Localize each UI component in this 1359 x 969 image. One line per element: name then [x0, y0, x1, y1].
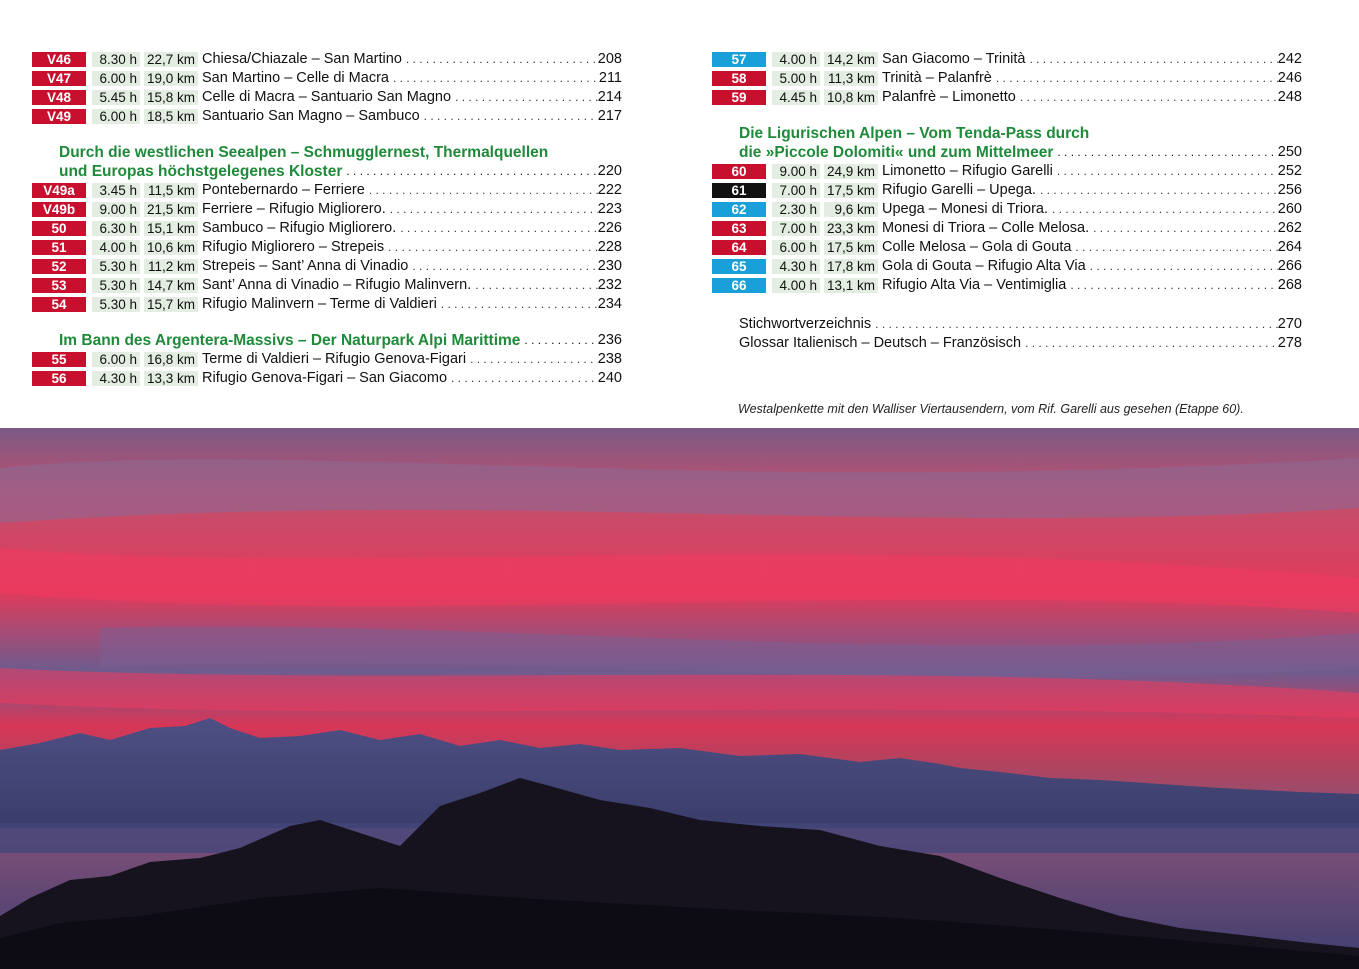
stage-duration: 6.00 h: [92, 352, 140, 367]
stage-title: Limonetto – Rifugio Garelli: [882, 163, 1053, 179]
stage-number-badge: 61: [712, 183, 766, 198]
toc-group-ligurische-alpen: [712, 162, 1302, 295]
stage-duration: 5.00 h: [772, 71, 820, 86]
page-number: 268: [1277, 277, 1302, 293]
page-number: 238: [597, 351, 622, 367]
stage-duration: 2.30 h: [772, 202, 820, 217]
toc-entry: [32, 350, 622, 369]
stage-duration: 7.00 h: [772, 221, 820, 236]
stage-title: Palanfrè – Limonetto: [882, 89, 1016, 105]
dot-leader: [346, 162, 597, 181]
stage-distance: 17,5 km: [824, 240, 878, 255]
stage-distance: 15,1 km: [144, 221, 198, 236]
dot-leader: [400, 219, 598, 238]
toc-entry: [712, 200, 1302, 219]
section-heading-text: Im Bann des Argentera-Massivs – Der Naturpark Alpi Marittime: [59, 332, 521, 349]
stage-distance: 22,7 km: [144, 52, 198, 67]
dot-leader: [1057, 143, 1277, 162]
page-number: 208: [597, 51, 622, 67]
dot-leader: [1093, 219, 1278, 238]
stage-duration: 6.00 h: [772, 240, 820, 255]
stage-distance: 19,0 km: [144, 71, 198, 86]
stage-number-badge: 66: [712, 278, 766, 293]
section-heading-line: [59, 162, 622, 181]
photo-caption: Westalpenkette mit den Walliser Viertausendern, vom Rif. Garelli aus gesehen (Etappe 60).: [738, 402, 1244, 416]
dot-leader: [369, 181, 598, 200]
toc-entry: [32, 238, 622, 257]
page-number: 226: [597, 220, 622, 236]
toc-entry: [712, 276, 1302, 295]
stage-number-badge: 54: [32, 297, 86, 312]
stage-title: San Giacomo – Trinità: [882, 51, 1026, 67]
stage-title: Ferriere – Rifugio Migliorero.: [202, 201, 386, 217]
dot-leader: [1075, 238, 1277, 257]
stage-distance: 13,3 km: [144, 371, 198, 386]
dot-leader: [455, 88, 598, 107]
stage-duration: 4.30 h: [92, 371, 140, 386]
stage-distance: 10,8 km: [824, 90, 878, 105]
stage-title: Colle Melosa – Gola di Gouta: [882, 239, 1072, 255]
stage-duration: 5.30 h: [92, 278, 140, 293]
stage-title: Rifugio Garelli – Upega.: [882, 182, 1036, 198]
toc-entry: [32, 295, 622, 314]
index-entry: [739, 315, 1302, 334]
stage-title: Chiesa/Chiazale – San Martino: [202, 51, 402, 67]
stage-number-badge: V47: [32, 71, 86, 86]
page-number: 211: [598, 70, 622, 86]
stage-title: Sambuco – Rifugio Migliorero.: [202, 220, 397, 236]
stage-title: Pontebernardo – Ferriere: [202, 182, 365, 198]
dot-leader: [875, 315, 1278, 334]
section-heading-line: [739, 143, 1302, 162]
page-number: 246: [1277, 70, 1302, 86]
toc-group-argentera: [32, 350, 622, 388]
section-heading-text: die »Piccole Dolomiti« und zum Mittelmeer: [739, 144, 1054, 161]
toc-entry: [32, 257, 622, 276]
stage-number-badge: 62: [712, 202, 766, 217]
stage-number-badge: 51: [32, 240, 86, 255]
toc-entry: [712, 50, 1302, 69]
stage-title: Rifugio Migliorero – Strepeis: [202, 239, 385, 255]
toc-entry: [32, 88, 622, 107]
toc-group-right-top: [712, 50, 1302, 107]
toc-entry: [32, 50, 622, 69]
dot-leader: [1020, 88, 1278, 107]
page-number: 262: [1277, 220, 1302, 236]
page-number: 248: [1277, 89, 1302, 105]
toc-entry: [32, 107, 622, 126]
stage-title: Terme di Valdieri – Rifugio Genova-Figari: [202, 351, 467, 367]
toc-group-left-top: [32, 50, 622, 126]
dot-leader: [1057, 162, 1278, 181]
page-number: 270: [1277, 316, 1302, 332]
toc-section-argentera: [32, 331, 622, 350]
stage-duration: 5.30 h: [92, 259, 140, 274]
dot-leader: [393, 69, 599, 88]
dot-leader: [390, 200, 598, 219]
page-number: 234: [597, 296, 622, 312]
toc-right-column: [712, 50, 1302, 353]
stage-number-badge: V49b: [32, 202, 86, 217]
toc-entry: [712, 219, 1302, 238]
stage-title: Celle di Macra – Santuario San Magno: [202, 89, 452, 105]
stage-duration: 4.00 h: [772, 278, 820, 293]
dot-leader: [1052, 200, 1278, 219]
sunset-mountain-illustration: [0, 428, 1359, 969]
dot-leader: [475, 276, 598, 295]
stage-number-badge: V49a: [32, 183, 86, 198]
dot-leader: [996, 69, 1278, 88]
page-number: 217: [597, 108, 622, 124]
stage-duration: 3.45 h: [92, 183, 140, 198]
toc-entry: [32, 69, 622, 88]
toc-entry: [32, 276, 622, 295]
stage-distance: 9,6 km: [824, 202, 878, 217]
stage-duration: 4.00 h: [92, 240, 140, 255]
section-heading-text: Die Ligurischen Alpen – Vom Tenda-Pass durch: [739, 125, 1090, 142]
dot-leader: [441, 295, 598, 314]
stage-duration: 8.30 h: [92, 52, 140, 67]
toc-entry: [32, 219, 622, 238]
section-heading-text: und Europas höchstgelegenes Kloster: [59, 163, 343, 180]
toc-entry: [32, 181, 622, 200]
stage-distance: 11,2 km: [144, 259, 198, 274]
page-number: 230: [597, 258, 622, 274]
page-number: 242: [1277, 51, 1302, 67]
stage-number-badge: 65: [712, 259, 766, 274]
page-number: 256: [1277, 182, 1302, 198]
page-number: 236: [597, 332, 622, 348]
stage-number-badge: 58: [712, 71, 766, 86]
stage-duration: 4.00 h: [772, 52, 820, 67]
dot-leader: [470, 350, 598, 369]
stage-number-badge: 56: [32, 371, 86, 386]
stage-distance: 24,9 km: [824, 164, 878, 179]
stage-duration: 6.00 h: [92, 109, 140, 124]
stage-distance: 23,3 km: [824, 221, 878, 236]
page-number: 240: [597, 370, 622, 386]
toc-section-seealpen: [32, 143, 622, 181]
index-entry-title: Glossar Italienisch – Deutsch – Französisch: [739, 335, 1022, 351]
toc-entry: [712, 88, 1302, 107]
stage-duration: 9.00 h: [772, 164, 820, 179]
page-number: 260: [1277, 201, 1302, 217]
stage-number-badge: 50: [32, 221, 86, 236]
stage-number-badge: 64: [712, 240, 766, 255]
page-number: 222: [597, 182, 622, 198]
toc-entry: [32, 369, 622, 388]
page-number: 264: [1277, 239, 1302, 255]
stage-distance: 11,3 km: [824, 71, 878, 86]
page-number: 220: [597, 163, 622, 179]
stage-title: Gola di Gouta – Rifugio Alta Via: [882, 258, 1086, 274]
dot-leader: [406, 50, 598, 69]
stage-duration: 4.30 h: [772, 259, 820, 274]
section-heading-text: Durch die westlichen Seealpen – Schmugglernest, Thermalquellen: [59, 144, 549, 161]
dot-leader: [424, 107, 598, 126]
stage-distance: 13,1 km: [824, 278, 878, 293]
stage-distance: 15,8 km: [144, 90, 198, 105]
dot-leader: [1070, 276, 1277, 295]
dot-leader: [412, 257, 597, 276]
stage-duration: 9.00 h: [92, 202, 140, 217]
stage-duration: 6.00 h: [92, 71, 140, 86]
page-number: 223: [597, 201, 622, 217]
dot-leader: [1025, 334, 1278, 353]
stage-title: Santuario San Magno – Sambuco: [202, 108, 420, 124]
toc-index-block: [712, 315, 1302, 353]
toc-entry: [712, 257, 1302, 276]
stage-number-badge: V48: [32, 90, 86, 105]
stage-number-badge: 53: [32, 278, 86, 293]
stage-distance: 16,8 km: [144, 352, 198, 367]
stage-number-badge: 59: [712, 90, 766, 105]
stage-number-badge: 52: [32, 259, 86, 274]
page-number: 266: [1277, 258, 1302, 274]
stage-distance: 14,7 km: [144, 278, 198, 293]
toc-entry: [32, 200, 622, 219]
stage-number-badge: V49: [32, 109, 86, 124]
section-heading-line: [739, 124, 1302, 143]
stage-title: Trinità – Palanfrè: [882, 70, 992, 86]
page-number: 232: [597, 277, 622, 293]
stage-distance: 11,5 km: [144, 183, 198, 198]
page-number: 214: [597, 89, 622, 105]
toc-entry: [712, 238, 1302, 257]
stage-distance: 17,8 km: [824, 259, 878, 274]
stage-duration: 5.45 h: [92, 90, 140, 105]
dot-leader: [451, 369, 598, 388]
toc-entry: [712, 162, 1302, 181]
stage-number-badge: V46: [32, 52, 86, 67]
stage-title: Rifugio Genova-Figari – San Giacomo: [202, 370, 448, 386]
toc-entry: [712, 181, 1302, 200]
sunset-mountain-photo: [0, 428, 1359, 969]
stage-title: San Martino – Celle di Macra: [202, 70, 389, 86]
stage-duration: 7.00 h: [772, 183, 820, 198]
stage-duration: 5.30 h: [92, 297, 140, 312]
stage-number-badge: 57: [712, 52, 766, 67]
toc-group-seealpen: [32, 181, 622, 314]
toc-section-ligurische-alpen: [712, 124, 1302, 162]
stage-distance: 15,7 km: [144, 297, 198, 312]
stage-number-badge: 63: [712, 221, 766, 236]
stage-distance: 10,6 km: [144, 240, 198, 255]
stage-title: Strepeis – Sant’ Anna di Vinadio: [202, 258, 409, 274]
page-number: 228: [597, 239, 622, 255]
page-number: 250: [1277, 144, 1302, 160]
dot-leader: [1090, 257, 1278, 276]
stage-distance: 17,5 km: [824, 183, 878, 198]
stage-distance: 21,5 km: [144, 202, 198, 217]
index-entry: [739, 334, 1302, 353]
toc-left-column: [32, 50, 622, 388]
toc-entry: [712, 69, 1302, 88]
stage-title: Upega – Monesi di Triora.: [882, 201, 1049, 217]
stage-title: Rifugio Alta Via – Ventimiglia: [882, 277, 1067, 293]
stage-duration: 4.45 h: [772, 90, 820, 105]
dot-leader: [1040, 181, 1278, 200]
dot-leader: [524, 331, 597, 350]
stage-title: Sant’ Anna di Vinadio – Rifugio Malinvern.: [202, 277, 472, 293]
page-number: 252: [1277, 163, 1302, 179]
section-heading-line: [59, 331, 622, 350]
stage-number-badge: 60: [712, 164, 766, 179]
stage-duration: 6.30 h: [92, 221, 140, 236]
stage-distance: 14,2 km: [824, 52, 878, 67]
page-number: 278: [1277, 335, 1302, 351]
section-heading-line: [59, 143, 622, 162]
stage-title: Monesi di Triora – Colle Melosa.: [882, 220, 1090, 236]
stage-number-badge: 55: [32, 352, 86, 367]
dot-leader: [388, 238, 598, 257]
dot-leader: [1029, 50, 1277, 69]
stage-distance: 18,5 km: [144, 109, 198, 124]
index-entry-title: Stichwortverzeichnis: [739, 316, 872, 332]
stage-title: Rifugio Malinvern – Terme di Valdieri: [202, 296, 437, 312]
